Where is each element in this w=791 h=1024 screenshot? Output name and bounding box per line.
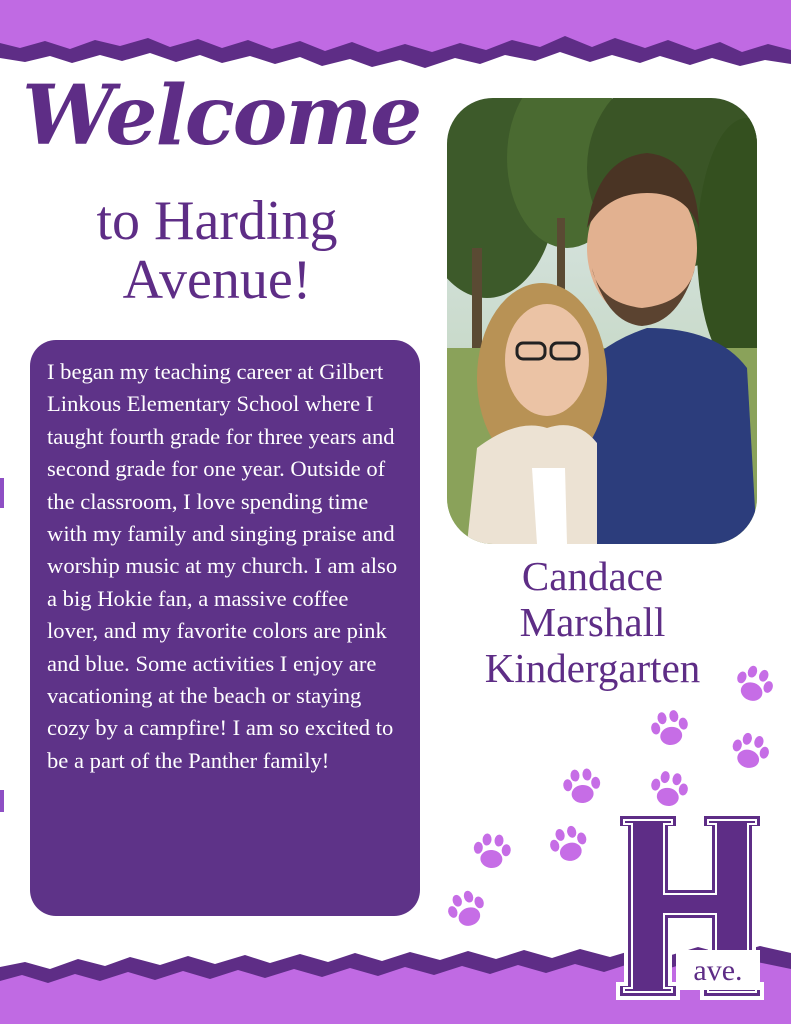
teacher-photo <box>447 98 757 544</box>
harding-avenue-logo <box>614 810 766 1002</box>
subtitle-line-1: to Harding <box>96 190 338 252</box>
welcome-heading: Welcome <box>22 68 421 164</box>
teacher-last-name: Marshall <box>519 599 666 645</box>
paw-print-icon <box>644 765 695 816</box>
photo-illustration <box>447 98 757 544</box>
subtitle-line-2: Avenue! <box>122 248 312 311</box>
left-edge-mark <box>0 790 4 812</box>
paw-print-icon <box>558 763 606 811</box>
paw-print-icon <box>542 818 596 872</box>
logo-suffix: ave. <box>693 954 743 987</box>
bio-card <box>30 340 420 916</box>
paw-print-icon <box>645 704 696 755</box>
bio-text: I began my teaching career at Gilbert Linkous Elementary School where I taught fourth grade for three years and second grade for one year. Outside of the classroom, I love spending time with my family and singing praise and worship music at my church. I am also a big Hokie fan, a massive coffee lover, and my favorite colors are pink and blue. Some activities I enjoy are vacationing at the beach or staying cozy by a campfire! I am so excited to be a part of the Panther family! <box>47 359 398 773</box>
teacher-name-block <box>450 553 735 691</box>
paw-print-icon <box>723 725 777 779</box>
teacher-grade: Kindergarten <box>484 645 701 691</box>
paw-print-icon <box>468 828 516 876</box>
left-edge-mark <box>0 478 4 508</box>
teacher-first-name: Candace <box>521 553 664 599</box>
subtitle <box>22 192 412 310</box>
